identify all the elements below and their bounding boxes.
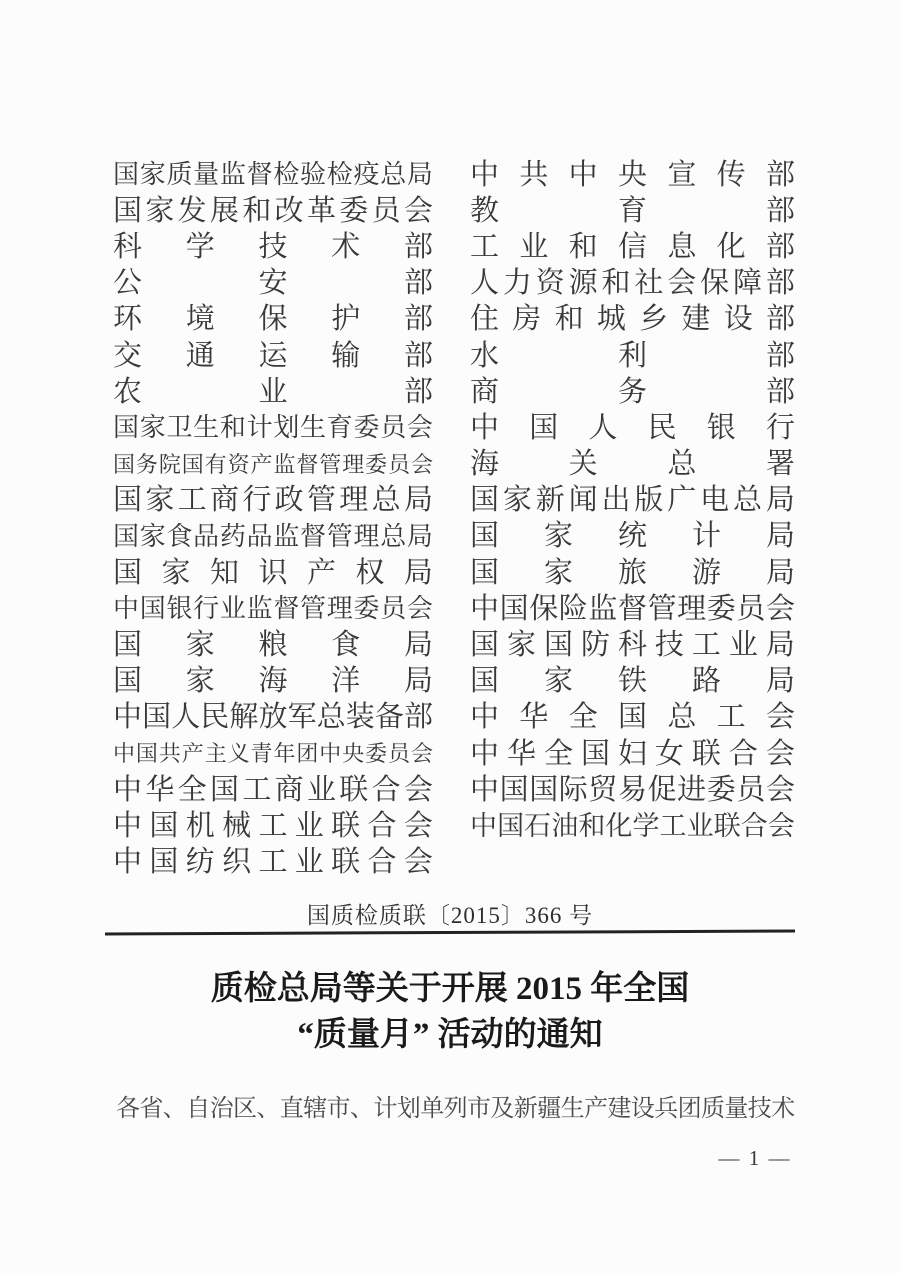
- issuer-name: 国 家 国 防 科 技 工 业 局: [470, 629, 795, 662]
- issuer-name: 中 国 纺 织 工 业 联 合 会: [113, 846, 433, 879]
- issuer-name: 国 家 工 商 行 政 管 理 总 局: [113, 484, 433, 517]
- issuer-name: 国 家 食 品 药 品 监 督 管 理 总 局: [113, 521, 433, 551]
- header-divider: [105, 929, 795, 935]
- issuer-name: 农 业 部: [113, 375, 433, 408]
- issuer-name: 商 务 部: [470, 375, 795, 408]
- issuer-name: 水 利 部: [470, 339, 795, 372]
- issuer-name: 中 国 共 产 主 义 青 年 团 中 央 委 员 会: [113, 741, 433, 767]
- document-number: 国质检质联〔2015〕366 号: [306, 903, 594, 928]
- issuer-name: 国 家 卫 生 和 计 划 生 育 委 员 会: [113, 413, 433, 443]
- issuer-name: 国 家 海 洋 局: [113, 665, 433, 698]
- issuer-name: 国 家 知 识 产 权 局: [113, 556, 433, 589]
- issuer-name: 环 境 保 护 部: [113, 303, 433, 336]
- issuer-name: 中 国 银 行 业 监 督 管 理 委 员 会: [113, 594, 433, 624]
- issuer-name: 中 华 全 国 总 工 会: [470, 701, 795, 734]
- issuer-name: 中 国 保 险 监 督 管 理 委 员 会: [470, 592, 795, 625]
- issuer-name: 教 育 部: [470, 194, 795, 227]
- issuer-name: 中 国 石 油 和 化 学 工 业 联 合 会: [470, 810, 795, 841]
- document-title-line-2: “质量月” 活动的通知: [297, 1017, 603, 1053]
- issuers-column-left: [113, 157, 433, 881]
- issuer-name: 国 家 旅 游 局: [470, 556, 795, 589]
- issuer-name: 中 国 国 际 贸 易 促 进 委 员 会: [470, 773, 795, 806]
- issuer-name: 国 家 统 计 局: [470, 520, 795, 553]
- issuers-column-right: [470, 157, 795, 845]
- issuer-name: 国 家 新 闻 出 版 广 电 总 局: [470, 484, 795, 517]
- issuer-name: 海 关 总 署: [470, 448, 795, 481]
- issuer-name: 科 学 技 术 部: [113, 230, 433, 263]
- document-title-line-1: 质检总局等关于开展 2015 年全国: [210, 971, 690, 1007]
- issuer-name: 国 家 质 量 监 督 检 验 检 疫 总 局: [113, 160, 433, 190]
- issuer-name: 公 安 部: [113, 267, 433, 300]
- body-first-line: 各省、自治区、直辖市、计划单列市及新疆生产建设兵团质量技术: [116, 1096, 795, 1122]
- issuer-name: 人 力 资 源 和 社 会 保 障 部: [470, 267, 795, 300]
- issuer-name: 交 通 运 输 部: [113, 339, 433, 372]
- issuer-name: 中 国 人 民 银 行: [470, 411, 795, 444]
- issuer-name: 中 国 人 民 解 放 军 总 装 备 部: [113, 701, 433, 734]
- issuer-name: 中 华 全 国 工 商 业 联 合 会: [113, 773, 433, 806]
- issuer-name: 国 家 发 展 和 改 革 委 员 会: [113, 194, 433, 227]
- issuer-name: 国 家 粮 食 局: [113, 629, 433, 662]
- issuer-name: 国 务 院 国 有 资 产 监 督 管 理 委 员 会: [113, 451, 433, 477]
- issuer-name: 国 家 铁 路 局: [470, 665, 795, 698]
- issuer-name: 住 房 和 城 乡 建 设 部: [470, 303, 795, 336]
- issuer-name: 中 华 全 国 妇 女 联 合 会: [470, 737, 795, 770]
- issuer-name: 工 业 和 信 息 化 部: [470, 230, 795, 263]
- issuer-name: 中 共 中 央 宣 传 部: [470, 158, 795, 191]
- issuer-name: 中 国 机 械 工 业 联 合 会: [113, 809, 433, 842]
- page-number: — 1 —: [718, 1146, 792, 1170]
- document-title: [0, 966, 900, 1058]
